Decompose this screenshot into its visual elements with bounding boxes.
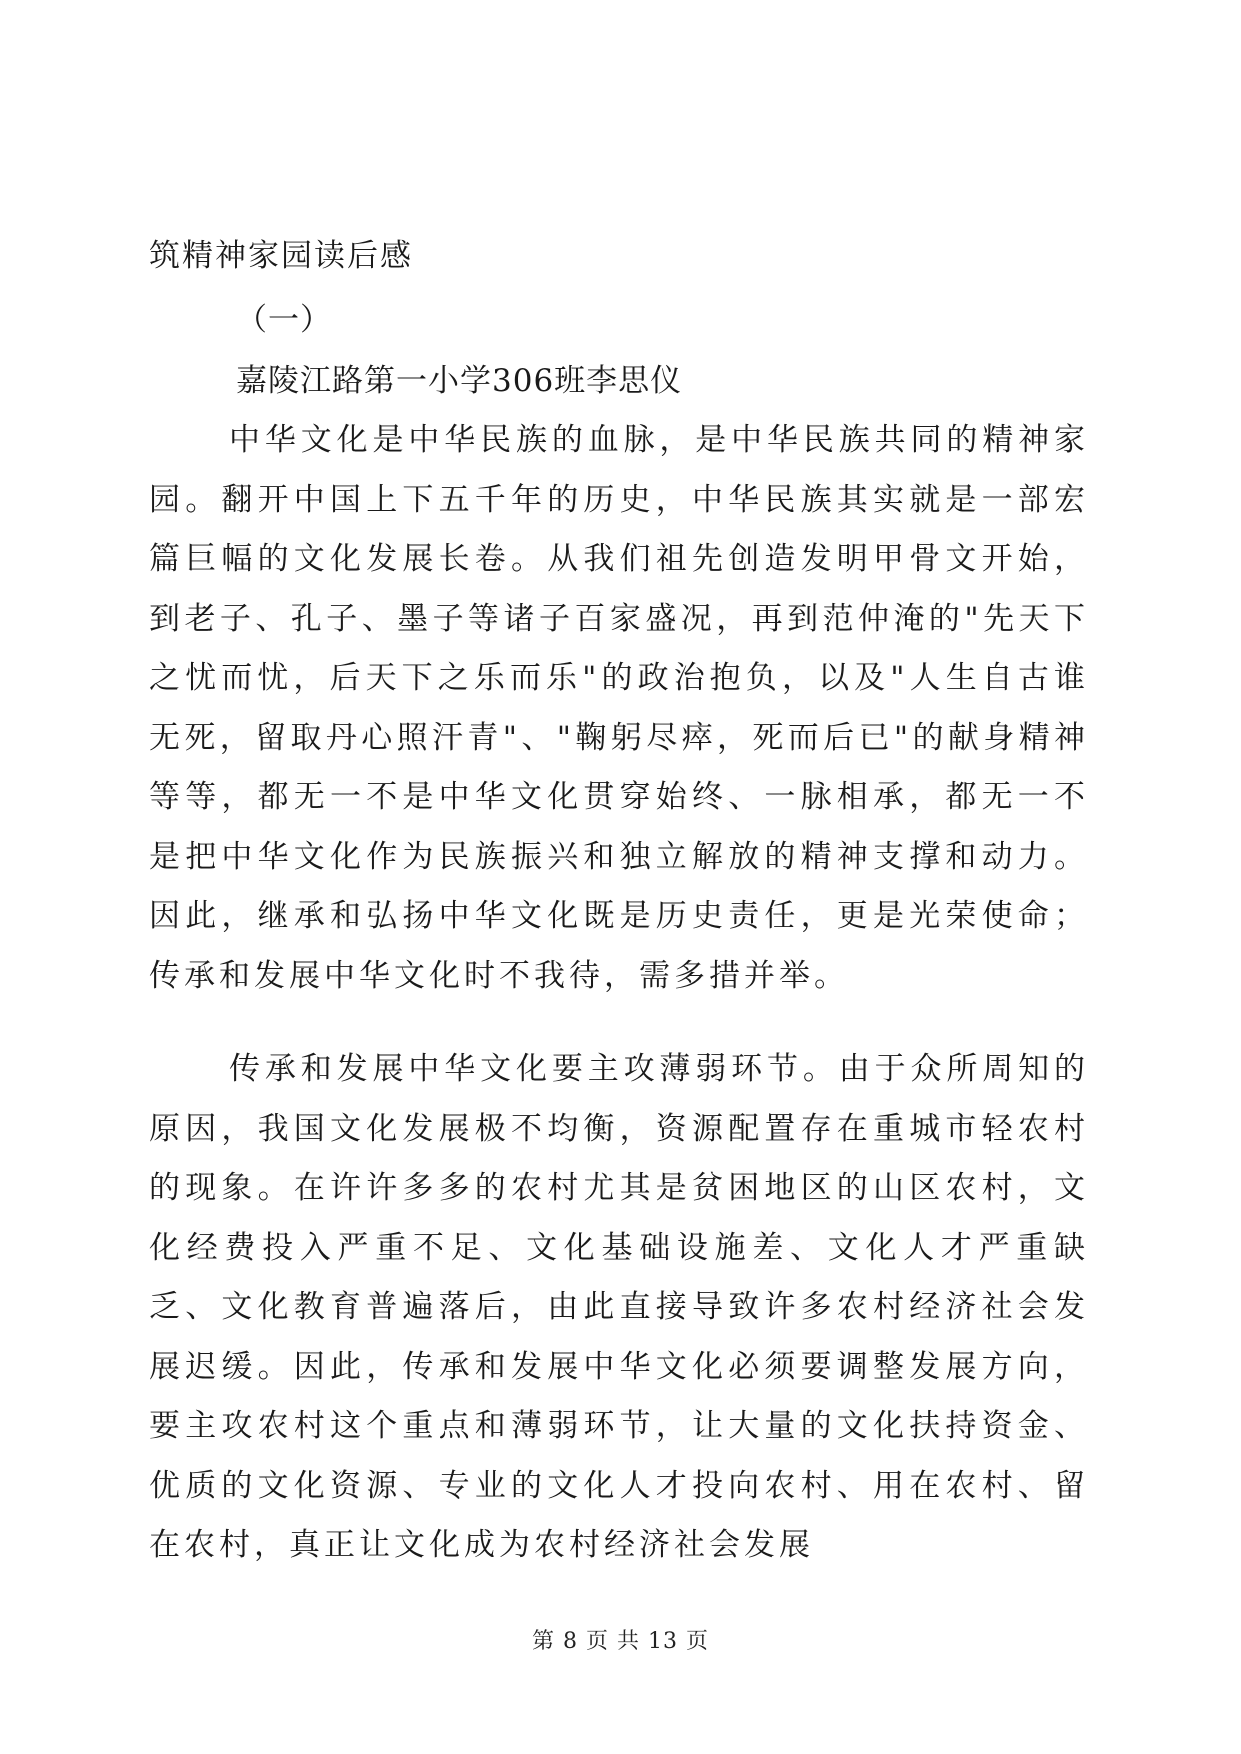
document-title: 筑精神家园读后感 xyxy=(149,238,413,274)
body-paragraph: 中华文化是中华民族的血脉，是中华民族共同的精神家园。翻开中国上下五千年的历史，中华民族其实就是一部宏篇巨幅的文化发展长卷。从我们祖先创造发明甲骨文开始，到老子、孔子、墨子等诸子百家盛况，再到范仲淹的"先天下之忧而忧，后天下之乐而乐"的政治抱负，以及"人生自古谁无死，留取丹心照汗青"、"鞠躬尽瘁，死而后已"的献身精神等等，都无一不是中华文化贯穿始终、一脉相承，都无一不是把中华文化作为民族振兴和独立解放的精神支撑和动力。因此，继承和弘扬中华文化既是历史责任，更是光荣使命；传承和发展中华文化时不我待，需多措并举。 xyxy=(149,422,1089,994)
author-line: 嘉陵江路第一小学306班李思仪 xyxy=(236,363,683,399)
page-footer: 第 8 页 共 13 页 xyxy=(532,1629,709,1654)
section-number: （一） xyxy=(236,302,332,338)
body-paragraph: 传承和发展中华文化要主攻薄弱环节。由于众所周知的原因，我国文化发展极不均衡，资源配置存在重城市轻农村的现象。在许许多多的农村尤其是贫困地区的山区农村，文化经费投入严重不足、文化基础设施差、文化人才严重缺乏、文化教育普遍落后，由此直接导致许多农村经济社会发展迟缓。因此，传承和发展中华文化必须要调整发展方向，要主攻农村这个重点和薄弱环节，让大量的文化扶持资金、优质的文化资源、专业的文化人才投向农村、用在农村、留在农村，真正让文化成为农村经济社会发展 xyxy=(149,1051,1089,1563)
